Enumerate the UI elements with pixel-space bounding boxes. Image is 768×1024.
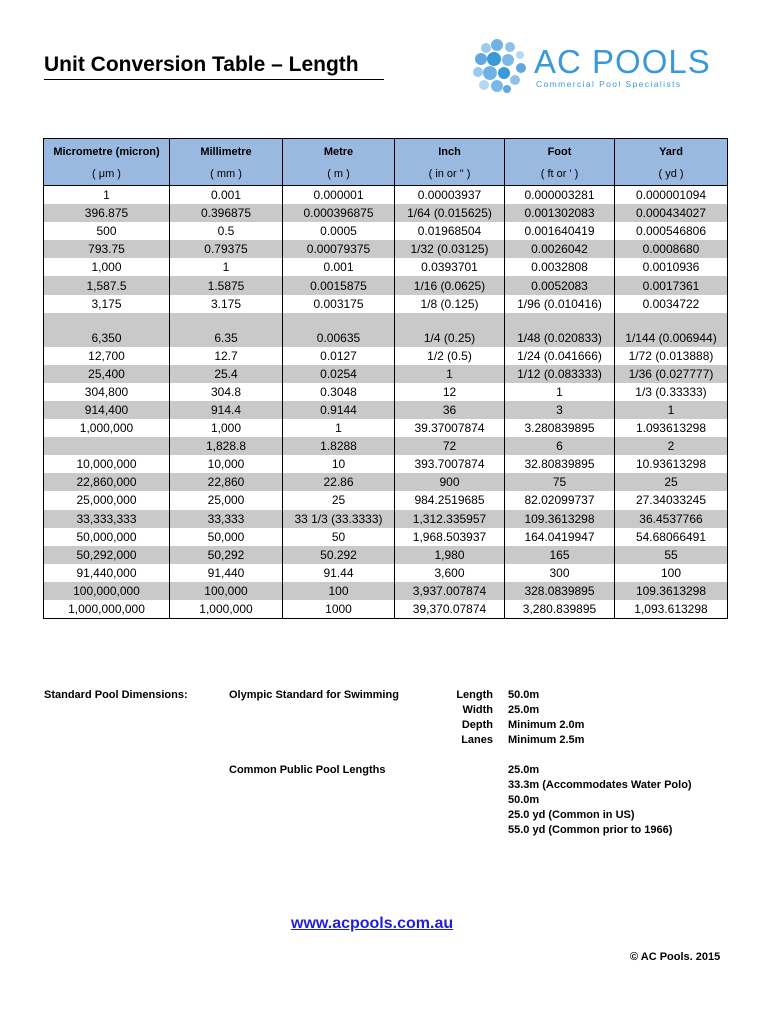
table-cell: 25,000,000 (44, 491, 170, 509)
column-header-symbol: ( m ) (283, 163, 395, 186)
table-cell: 25 (615, 473, 728, 491)
pool-length-item: 55.0 yd (Common prior to 1966) (508, 824, 673, 836)
length-conversion-table (43, 138, 728, 619)
logo-wordmark: AC POOLS (534, 43, 711, 80)
table-row (44, 222, 728, 240)
spec-value: Minimum 2.5m (508, 734, 585, 746)
table-cell: 27.34033245 (615, 491, 728, 509)
table-cell: 1/144 (0.006944) (615, 313, 728, 347)
table-cell: 6.35 (170, 313, 283, 347)
table-cell: 39.37007874 (395, 419, 505, 437)
table-cell: 36 (395, 401, 505, 419)
table-cell: 3,280.839895 (505, 600, 615, 619)
pool-length-item: 25.0 yd (Common in US) (508, 809, 635, 821)
table-cell: 304,800 (44, 383, 170, 401)
table-cell: 0.0127 (283, 347, 395, 365)
table-row (44, 240, 728, 258)
table-cell: 10 (283, 455, 395, 473)
table-cell: 1/12 (0.083333) (505, 365, 615, 383)
table-cell: 72 (395, 437, 505, 455)
table-cell: 109.3613298 (615, 582, 728, 600)
table-cell: 0.0052083 (505, 276, 615, 294)
copyright-notice: © AC Pools. 2015 (630, 951, 721, 963)
table-cell: 50,000 (170, 528, 283, 546)
table-cell: 82.02099737 (505, 491, 615, 509)
table-cell: 1,000 (170, 419, 283, 437)
table-cell: 0.000003281 (505, 186, 615, 205)
table-cell: 914,400 (44, 401, 170, 419)
logo-tagline: Commercial Pool Specialists (536, 79, 682, 89)
table-row (44, 313, 728, 347)
table-row (44, 419, 728, 437)
table-cell: 55 (615, 546, 728, 564)
table-cell: 3,600 (395, 564, 505, 582)
column-header-symbol: ( mm ) (170, 163, 283, 186)
table-cell: 500 (44, 222, 170, 240)
header-symbol-row (44, 163, 728, 186)
table-cell: 22,860 (170, 473, 283, 491)
spec-name: Lanes (461, 734, 493, 746)
spec-value: 50.0m (508, 689, 540, 701)
pool-length-item: 25.0m (508, 764, 540, 776)
table-cell: 6,350 (44, 313, 170, 347)
column-header-unit: Micrometre (micron) (44, 139, 170, 164)
spec-name: Width (462, 704, 493, 716)
table-cell: 396.875 (44, 204, 170, 222)
table-cell: 793.75 (44, 240, 170, 258)
table-cell: 50.292 (283, 546, 395, 564)
table-cell: 0.001 (283, 258, 395, 276)
public-pool-label: Common Public Pool Lengths (229, 764, 386, 776)
table-cell: 10,000,000 (44, 455, 170, 473)
table-row (44, 546, 728, 564)
table-cell: 39,370.07874 (395, 600, 505, 619)
table-cell: 33,333 (170, 510, 283, 528)
table-cell: 0.000546806 (615, 222, 728, 240)
table-row (44, 582, 728, 600)
table-cell: 1/36 (0.027777) (615, 365, 728, 383)
table-cell: 0.396875 (170, 204, 283, 222)
table-cell: 1/72 (0.013888) (615, 347, 728, 365)
table-cell: 12.7 (170, 347, 283, 365)
table-cell: 109.3613298 (505, 510, 615, 528)
table-cell: 22.86 (283, 473, 395, 491)
table-cell: 1/96 (0.010416) (505, 295, 615, 313)
table-cell: 1,000,000 (170, 600, 283, 619)
table-cell: 0.0034722 (615, 295, 728, 313)
table-cell: 36.4537766 (615, 510, 728, 528)
table-cell: 50,000,000 (44, 528, 170, 546)
table-cell: 1,312.335957 (395, 510, 505, 528)
table-cell: 300 (505, 564, 615, 582)
column-header-symbol: ( yd ) (615, 163, 728, 186)
table-cell: 1/2 (0.5) (395, 347, 505, 365)
table-cell: 1/4 (0.25) (395, 313, 505, 347)
column-header-unit: Metre (283, 139, 395, 164)
page-title: Unit Conversion Table – Length (44, 52, 384, 80)
table-cell: 25.4 (170, 365, 283, 383)
table-cell: 1,000,000,000 (44, 600, 170, 619)
table-cell: 3 (505, 401, 615, 419)
table-cell: 12,700 (44, 347, 170, 365)
table-cell: 0.5 (170, 222, 283, 240)
table-cell: 0.3048 (283, 383, 395, 401)
table-cell: 0.001640419 (505, 222, 615, 240)
table-cell: 0.01968504 (395, 222, 505, 240)
table-cell: 100 (615, 564, 728, 582)
spec-value: 25.0m (508, 704, 540, 716)
table-cell: 0.00635 (283, 313, 395, 347)
table-row (44, 258, 728, 276)
table-cell: 32.80839895 (505, 455, 615, 473)
table-cell: 0.0393701 (395, 258, 505, 276)
table-cell: 25,000 (170, 491, 283, 509)
spec-name: Length (456, 689, 493, 701)
ac-pools-logo (472, 38, 732, 98)
table-row (44, 437, 728, 455)
table-cell: 91.44 (283, 564, 395, 582)
table-cell: 0.001302083 (505, 204, 615, 222)
table-cell: 393.7007874 (395, 455, 505, 473)
table-cell: 0.000001094 (615, 186, 728, 205)
table-cell: 1/8 (0.125) (395, 295, 505, 313)
table-cell: 50 (283, 528, 395, 546)
table-cell: 0.0008680 (615, 240, 728, 258)
table-row (44, 564, 728, 582)
table-row (44, 347, 728, 365)
table-cell: 1 (44, 186, 170, 205)
table-cell: 1.093613298 (615, 419, 728, 437)
table-cell: 0.0032808 (505, 258, 615, 276)
table-cell: 1.5875 (170, 276, 283, 294)
table-cell: 25,400 (44, 365, 170, 383)
table-cell: 1,980 (395, 546, 505, 564)
table-row (44, 491, 728, 509)
table-row (44, 473, 728, 491)
dimensions-section-label: Standard Pool Dimensions: (44, 689, 188, 701)
table-cell: 100,000,000 (44, 582, 170, 600)
table-cell: 1,587.5 (44, 276, 170, 294)
table-row (44, 204, 728, 222)
table-cell: 10,000 (170, 455, 283, 473)
table-cell: 100,000 (170, 582, 283, 600)
table-cell: 3.280839895 (505, 419, 615, 437)
column-header-symbol: ( μm ) (44, 163, 170, 186)
table-cell: 0.0010936 (615, 258, 728, 276)
column-header-symbol: ( in or " ) (395, 163, 505, 186)
table-cell: 1/48 (0.020833) (505, 313, 615, 347)
bubbles-logo-icon (472, 38, 536, 98)
table-cell: 1 (615, 401, 728, 419)
table-cell: 328.0839895 (505, 582, 615, 600)
table-cell: 0.9144 (283, 401, 395, 419)
table-cell: 1/3 (0.33333) (615, 383, 728, 401)
table-cell: 1/32 (0.03125) (395, 240, 505, 258)
table-cell: 1,000 (44, 258, 170, 276)
table-cell: 1 (283, 419, 395, 437)
table-cell: 54.68066491 (615, 528, 728, 546)
table-row (44, 401, 728, 419)
table-cell: 1000 (283, 600, 395, 619)
table-cell: 1/16 (0.0625) (395, 276, 505, 294)
table-cell: 33,333,333 (44, 510, 170, 528)
table-cell: 304.8 (170, 383, 283, 401)
table-cell: 3.175 (170, 295, 283, 313)
table-cell: 3,937.007874 (395, 582, 505, 600)
table-cell: 1/64 (0.015625) (395, 204, 505, 222)
pool-length-item: 33.3m (Accommodates Water Polo) (508, 779, 692, 791)
table-cell: 0.000396875 (283, 204, 395, 222)
table-cell: 100 (283, 582, 395, 600)
table-row (44, 186, 728, 205)
table-cell: 1/24 (0.041666) (505, 347, 615, 365)
table-cell: 0.0017361 (615, 276, 728, 294)
table-row (44, 276, 728, 294)
table-cell: 1 (395, 365, 505, 383)
table-cell: 914.4 (170, 401, 283, 419)
column-header-unit: Foot (505, 139, 615, 164)
table-cell: 0.0026042 (505, 240, 615, 258)
spec-name: Depth (461, 719, 493, 731)
table-cell: 0.0254 (283, 365, 395, 383)
olympic-label: Olympic Standard for Swimming (229, 689, 399, 701)
column-header-unit: Yard (615, 139, 728, 164)
table-cell: 3,175 (44, 295, 170, 313)
column-header-symbol: ( ft or ' ) (505, 163, 615, 186)
table-cell: 22,860,000 (44, 473, 170, 491)
table-cell: 0.00079375 (283, 240, 395, 258)
table-cell: 91,440,000 (44, 564, 170, 582)
table-row (44, 365, 728, 383)
header-unit-row (44, 139, 728, 164)
table-cell: 984.2519685 (395, 491, 505, 509)
table-cell: 0.0005 (283, 222, 395, 240)
table-cell: 0.000434027 (615, 204, 728, 222)
table-cell: 1 (505, 383, 615, 401)
table-cell: 164.0419947 (505, 528, 615, 546)
table-cell: 0.79375 (170, 240, 283, 258)
column-header-unit: Millimetre (170, 139, 283, 164)
table-cell: 1 (170, 258, 283, 276)
table-cell: 10.93613298 (615, 455, 728, 473)
table-row (44, 600, 728, 619)
table-cell: 0.00003937 (395, 186, 505, 205)
table-row (44, 295, 728, 313)
table-cell: 50,292,000 (44, 546, 170, 564)
table-cell: 1,828.8 (170, 437, 283, 455)
table-cell: 1,000,000 (44, 419, 170, 437)
table-row (44, 383, 728, 401)
table-cell: 33 1/3 (33.3333) (283, 510, 395, 528)
table-cell: 1,093.613298 (615, 600, 728, 619)
table-cell: 2 (615, 437, 728, 455)
table-cell: 91,440 (170, 564, 283, 582)
website-link[interactable]: www.acpools.com.au (291, 915, 454, 932)
table-cell: 165 (505, 546, 615, 564)
table-row (44, 455, 728, 473)
table-row (44, 510, 728, 528)
table-cell: 0.0015875 (283, 276, 395, 294)
table-cell: 0.000001 (283, 186, 395, 205)
table-cell: 0.001 (170, 186, 283, 205)
pool-length-item: 50.0m (508, 794, 540, 806)
table-cell: 25 (283, 491, 395, 509)
table-cell: 0.003175 (283, 295, 395, 313)
table-cell: 1,968.503937 (395, 528, 505, 546)
table-cell: 900 (395, 473, 505, 491)
table-cell: 75 (505, 473, 615, 491)
table-row (44, 528, 728, 546)
table-cell: 6 (505, 437, 615, 455)
table-cell: 12 (395, 383, 505, 401)
table-cell: 50,292 (170, 546, 283, 564)
column-header-unit: Inch (395, 139, 505, 164)
table-cell (44, 437, 170, 455)
spec-value: Minimum 2.0m (508, 719, 585, 731)
table-cell: 1.8288 (283, 437, 395, 455)
